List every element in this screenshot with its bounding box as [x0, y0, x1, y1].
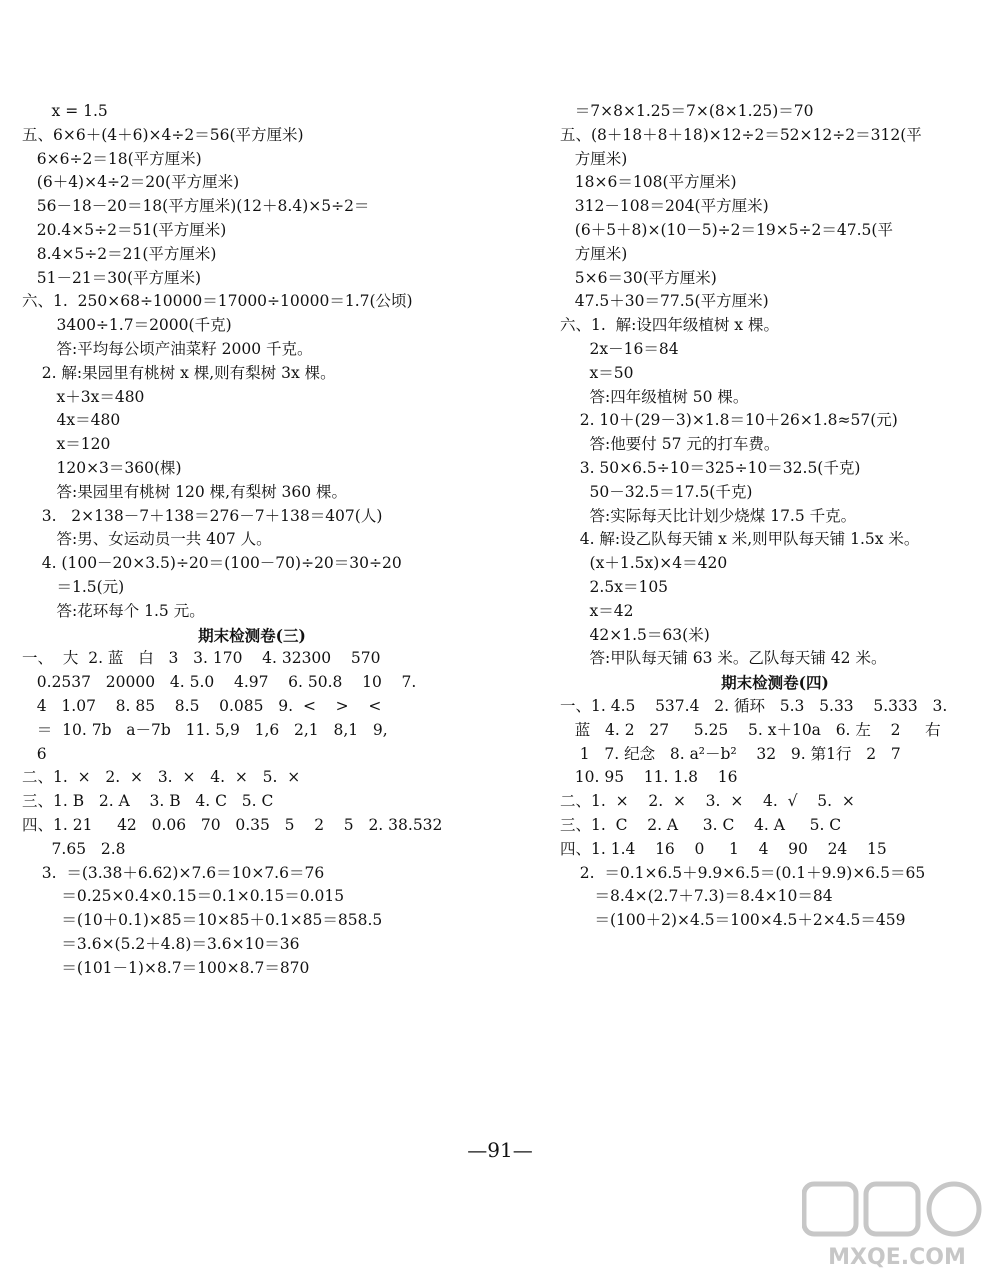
answer-line: (6＋5＋8)×(10－5)÷2＝19×5÷2＝47.5(平 — [560, 220, 893, 239]
answer-line: 3. 2×138－7＋138＝276－7＋138＝407(人) — [22, 506, 383, 525]
answer-line: (x＋1.5x)×4＝420 — [560, 554, 728, 573]
answer-line: ＝(101－1)×8.7＝100×8.7＝870 — [22, 958, 310, 977]
answer-line: 答:花环每个 1.5 元。 — [22, 601, 205, 620]
answer-line: ＝ 10. 7b a－7b 11. 5,9 1,6 2,1 8,1 9, — [22, 720, 388, 739]
answer-line: 方厘米) — [560, 244, 628, 263]
answer-line: 4x＝480 — [22, 411, 121, 430]
answer-line: 0.2537 20000 4. 5.0 4.97 6. 50.8 10 7. — [22, 673, 417, 692]
section-title: 期末检测卷(四) — [721, 673, 829, 693]
answer-line: 4. (100－20×3.5)÷20＝(100－70)÷20＝30÷20 — [22, 554, 402, 573]
answer-line: 答:四年级植树 50 棵。 — [560, 387, 749, 406]
answer-line: 10. 95 11. 1.8 16 — [560, 768, 738, 787]
answer-line: 蓝 4. 2 27 5.25 5. x＋10a 6. 左 2 右 — [560, 720, 941, 739]
answer-line: 答:甲队每天铺 63 米。乙队每天铺 42 米。 — [560, 649, 887, 668]
answer-line: 答:他要付 57 元的打车费。 — [560, 435, 780, 454]
answer-line: ＝(10＋0.1)×85＝10×85＋0.1×85＝858.5 — [22, 911, 383, 930]
answer-line: 47.5＋30＝77.5(平方厘米) — [560, 292, 769, 311]
answer-line: 方厘米) — [560, 149, 628, 168]
answer-line: ＝(100＋2)×4.5＝100×4.5＋2×4.5＝459 — [560, 911, 906, 930]
answer-line: 四、1. 1.4 16 0 1 4 90 24 15 — [560, 839, 887, 858]
answer-line: 2. 10＋(29－3)×1.8＝10＋26×1.8≈57(元) — [560, 411, 898, 430]
section-title: 期末检测卷(三) — [198, 625, 306, 645]
answer-line: ＝8.4×(2.7＋7.3)＝8.4×10＝84 — [560, 887, 833, 906]
answer-line: 7.65 2.8 — [22, 839, 126, 858]
answer-line: x＝42 — [560, 601, 634, 620]
answer-line: ＝0.25×0.4×0.15＝0.1×0.15＝0.015 — [22, 887, 345, 906]
answer-line: 2. ＝0.1×6.5＋9.9×6.5＝(0.1＋9.9)×6.5＝65 — [560, 863, 926, 882]
answer-line: ＝3.6×(5.2＋4.8)＝3.6×10＝36 — [22, 934, 300, 953]
answer-line: 4. 解:设乙队每天铺 x 米,则甲队每天铺 1.5x 米。 — [560, 530, 920, 549]
answer-line: 120×3＝360(棵) — [22, 458, 182, 477]
answer-line: 六、1. 解:设四年级植树 x 棵。 — [560, 316, 779, 335]
answer-line: 六、1. 250×68÷10000＝17000÷10000＝1.7(公顷) — [22, 292, 413, 311]
answer-line: 答:男、女运动员一共 407 人。 — [22, 530, 272, 549]
answer-line: 五、6×6＋(4＋6)×4÷2＝56(平方厘米) — [22, 125, 304, 144]
answer-line: 二、1. × 2. × 3. × 4. × 5. × — [22, 768, 301, 787]
answer-line: 50－32.5＝17.5(千克) — [560, 482, 753, 501]
answer-line: 三、1. C 2. A 3. C 4. A 5. C — [560, 815, 842, 834]
answer-line: 答:果园里有桃树 120 棵,有梨树 360 棵。 — [22, 482, 348, 501]
answer-line: x = 1.5 — [22, 102, 108, 120]
answer-line: 3. ＝(3.38＋6.62)×7.6＝10×7.6＝76 — [22, 863, 325, 882]
watermark-logo — [802, 1180, 992, 1272]
right-column — [560, 100, 990, 933]
answer-line: 五、(8＋18＋8＋18)×12÷2＝52×12÷2＝312(平 — [560, 125, 922, 144]
answer-line: 20.4×5÷2＝51(平方厘米) — [22, 220, 227, 239]
answer-line: 42×1.5＝63(米) — [560, 625, 710, 644]
answer-line: ＝7×8×1.25＝7×(8×1.25)＝70 — [560, 102, 814, 120]
left-column — [22, 100, 482, 980]
answer-line: x＝50 — [560, 363, 634, 382]
answer-line: 2. 解:果园里有桃树 x 棵,则有梨树 3x 棵。 — [22, 363, 336, 382]
answer-line: 答:平均每公顷产油菜籽 2000 千克。 — [22, 339, 313, 358]
answer-line: 312－108＝204(平方厘米) — [560, 197, 769, 216]
answer-line: 18×6＝108(平方厘米) — [560, 173, 737, 192]
answer-line: 3400÷1.7＝2000(千克) — [22, 316, 232, 335]
answer-line: 1 7. 纪念 8. a²－b² 32 9. 第1行 2 7 — [560, 744, 901, 763]
answer-line: 一、1. 4.5 537.4 2. 循环 5.3 5.33 5.333 3. — [560, 696, 948, 715]
answer-line: 一、 大 2. 蓝 白 3 3. 170 4. 32300 570 — [22, 649, 381, 668]
answer-line: 2x－16＝84 — [560, 339, 679, 358]
answer-line: 4 1.07 8. 85 8.5 0.085 9. < > < — [22, 696, 382, 715]
answer-line: 四、1. 21 42 0.06 70 0.35 5 2 5 2. 38.532 — [22, 815, 443, 834]
answer-line: x＝120 — [22, 435, 111, 454]
page-number: —91— — [467, 1138, 533, 1162]
answer-line: 6×6÷2＝18(平方厘米) — [22, 149, 202, 168]
answer-line: ＝1.5(元) — [22, 577, 125, 596]
answer-line: 56－18－20＝18(平方厘米)(12＋8.4)×5÷2＝ — [22, 197, 370, 216]
answer-line: 答:实际每天比计划少烧煤 17.5 千克。 — [560, 506, 857, 525]
answer-line: 三、1. B 2. A 3. B 4. C 5. C — [22, 792, 274, 811]
answer-line: 51－21＝30(平方厘米) — [22, 268, 202, 287]
answer-line: (6＋4)×4÷2＝20(平方厘米) — [22, 173, 240, 192]
answer-line: 2.5x＝105 — [560, 577, 669, 596]
answer-line: 二、1. × 2. × 3. × 4. √ 5. × — [560, 792, 855, 811]
answer-line: 5×6＝30(平方厘米) — [560, 268, 717, 287]
watermark-url-text: MXQE.COM — [828, 1245, 966, 1270]
answer-line: x＋3x＝480 — [22, 387, 145, 406]
answer-line: 6 — [22, 744, 47, 763]
answer-line: 3. 50×6.5÷10＝325÷10＝32.5(千克) — [560, 458, 861, 477]
answer-line: 8.4×5÷2＝21(平方厘米) — [22, 244, 217, 263]
